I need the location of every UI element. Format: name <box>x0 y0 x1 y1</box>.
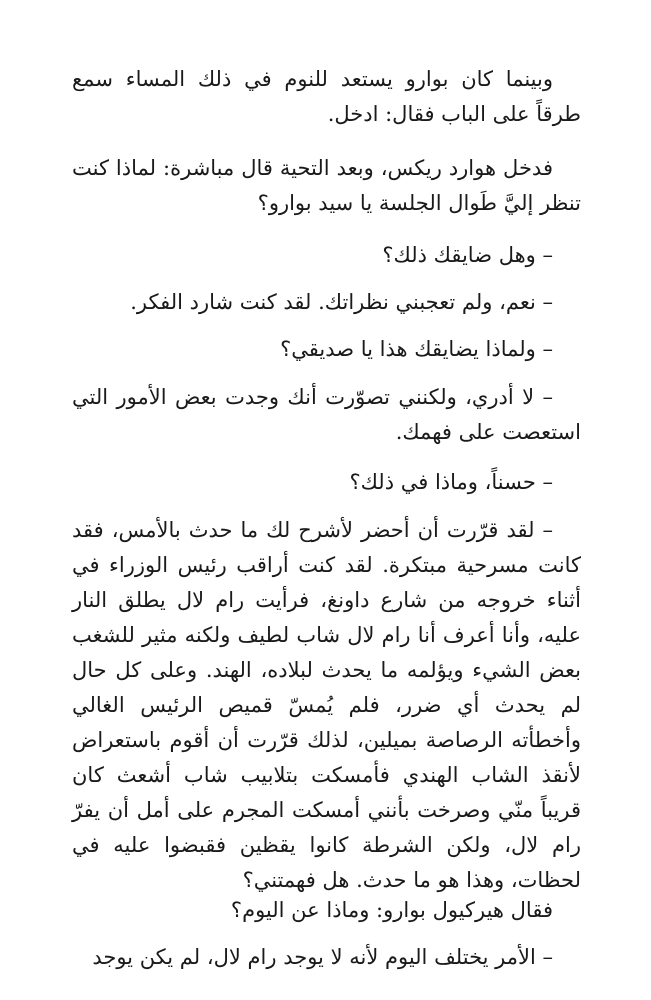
dialogue-line-7: – الأمر يختلف اليوم لأنه لا يوجد رام لال، لم يكن يوجد <box>92 945 553 969</box>
paragraph-2: فدخل هوارد ريكس، وبعد التحية قال مباشرة: لماذا كنت تنظر إليَّ طَوال الجلسة يا سيد بوارو؟ <box>72 156 581 215</box>
dialogue-line-3: – ولماذا يضايقك هذا يا صديقي؟ <box>280 337 553 361</box>
paragraph-1: وبينما كان بوارو يستعد للنوم في ذلك المساء سمع طرقاً على الباب فقال: ادخل. <box>72 67 581 126</box>
dialogue-line-1: – وهل ضايقك ذلك؟ <box>382 243 553 267</box>
dialogue-line-4: – لا أدري، ولكنني تصوّرت أنك وجدت بعض الأمور التي استعصت على فهمك. <box>72 385 581 444</box>
dialogue-line-6: – لقد قرّرت أن أحضر لأشرح لك ما حدث بالأمس، فقد كانت مسرحية مبتكرة. لقد كنت أراقب رئيس الوزراء في أثناء خروجه من شارع داونغ، فرأيت رام لال يطلق النار عليه، وأنا أعرف أنا رام لال شاب لطيف ولكنه مثير للشغب بعض الشيء ويؤلمه ما يحدث لبلاده، الهند. وعلى كل حال لم يحدث أي ضرر، فلم يُمسّ قميص الرئيس الغالي وأخطأته الرصاصة بميلين، لذلك قرّرت أن أقوم باستعراض لأنقذ الشاب الهندي فأمسكت بتلابيب شاب أشعث كان قريباً منّي وصرخت بأنني أمسكت المجرم على أمل أن يفرّ رام لال، ولكن الشرطة كانوا يقظين فقبضوا عليه في لحظات، وهذا هو ما حدث. هل فهمتني؟ <box>72 518 582 892</box>
paragraph-poirot-question: فقال هيركيول بوارو: وماذا عن اليوم؟ <box>230 898 553 922</box>
dialogue-line-5: – حسناً، وماذا في ذلك؟ <box>349 470 553 494</box>
dialogue-line-2: – نعم، ولم تعجبني نظراتك. لقد كنت شارد الفكر. <box>130 290 553 314</box>
